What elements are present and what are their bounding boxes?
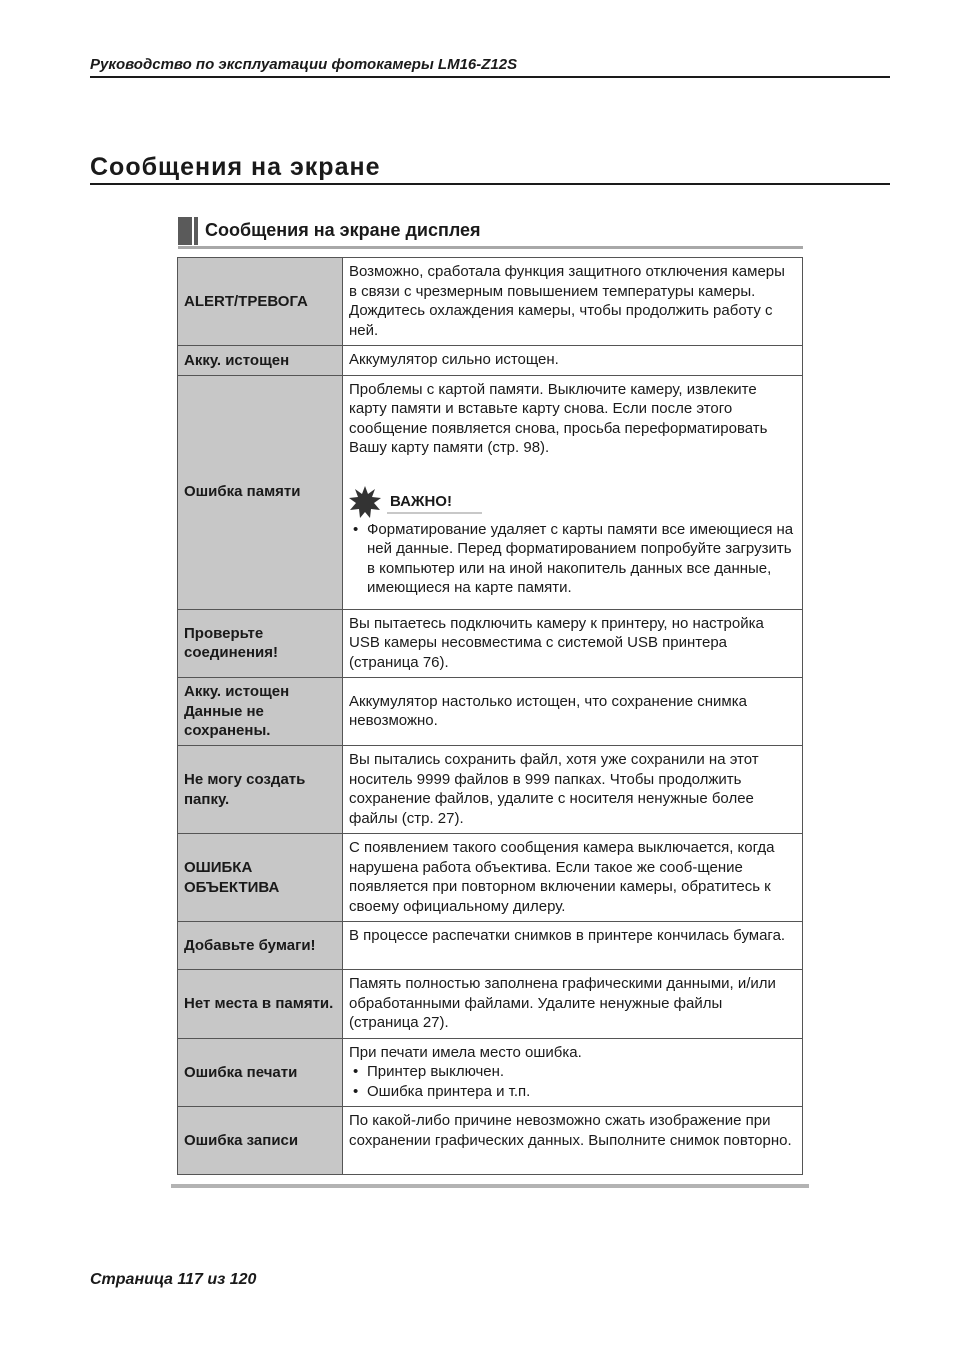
table-row <box>178 1038 803 1107</box>
message-key: Не могу создать папку. <box>178 746 343 834</box>
table-row <box>178 834 803 922</box>
important-list <box>349 520 796 598</box>
message-description: Аккумулятор настолько истощен, что сохранение снимка невозможно. <box>343 678 803 746</box>
page-title: Сообщения на экране <box>90 153 890 185</box>
message-description: Вы пытались сохранить файл, хотя уже сохранили на этот носитель 9999 файлов в 999 папках. Чтобы продолжить сохранение файлов, удалите с носителя ненужные более файлы (стр. 27). <box>343 746 803 834</box>
message-key: Добавьте бумаги! <box>178 922 343 970</box>
section-bar-icon <box>178 217 198 245</box>
important-note <box>349 486 796 520</box>
message-key: Нет места в памяти. <box>178 970 343 1039</box>
message-description-cell <box>343 1038 803 1107</box>
message-description: В процессе распечатки снимков в принтере кончилась бумага. <box>343 922 803 970</box>
page-number: Страница 117 из 120 <box>90 1271 257 1288</box>
section-title: Сообщения на экране дисплея <box>205 220 481 240</box>
table-row <box>178 609 803 678</box>
message-description: Проблемы с картой памяти. Выключите камеру, извлеките карту памяти и вставьте карту снова. Если после этого сообщение появляется снова, просьба переформатировать Вашу карту памяти (стр. 98). <box>349 380 768 456</box>
bottom-divider <box>171 1184 809 1188</box>
table-row <box>178 970 803 1039</box>
important-label: ВАЖНО! <box>390 492 452 510</box>
message-description: Память полностью заполнена графическими данными, и/или обработанными файлами. Удалите ненужные файлы (страница 27). <box>343 970 803 1039</box>
message-key: Акку. истощен <box>178 346 343 376</box>
message-key: Ошибка памяти <box>178 375 343 609</box>
table-row <box>178 258 803 346</box>
running-header: Руководство по эксплуатации фотокамеры LM16-Z12S <box>90 56 890 78</box>
list-item: • Ошибка принтера и т.п. <box>349 1082 796 1102</box>
message-description: Вы пытаетесь подключить камеру к принтеру, но настройка USB камеры несовместима с системой USB принтера (страница 76). <box>343 609 803 678</box>
message-description: Возможно, сработала функция защитного отключения камеры в связи с чрезмерным повышением температуры камеры. Дождитесь охлаждения камеры, чтобы продолжить работу с ней. <box>343 258 803 346</box>
table-row <box>178 375 803 609</box>
message-key: Ошибка печати <box>178 1038 343 1107</box>
message-key: Акку. истощен Данные не сохранены. <box>178 678 343 746</box>
table-row <box>178 922 803 970</box>
messages-table <box>177 257 803 1175</box>
message-key: ОШИБКА ОБЪЕКТИВА <box>178 834 343 922</box>
section-heading <box>178 216 803 249</box>
message-key: Проверьте соединения! <box>178 609 343 678</box>
message-description-cell <box>343 375 803 609</box>
error-cause-list <box>349 1062 796 1101</box>
table-row <box>178 678 803 746</box>
message-key: Ошибка записи <box>178 1107 343 1175</box>
message-description: При печати имела место ошибка. <box>349 1043 582 1061</box>
list-item: • Принтер выключен. <box>349 1062 796 1082</box>
table-row <box>178 346 803 376</box>
message-description: По какой-либо причине невозможно сжать изображение при сохранении графических данных. Выполните снимок повторно. <box>343 1107 803 1175</box>
message-description: С появлением такого сообщения камера выключается, когда нарушена работа объектива. Если такое же сооб-щение появляется при повторном включении камеры, обратитесь к своему официальному дилеру. <box>343 834 803 922</box>
message-description: Аккумулятор сильно истощен. <box>343 346 803 376</box>
important-underline <box>387 512 482 514</box>
list-item: • Форматирование удаляет с карты памяти все имеющиеся на ней данные. Перед форматированием попробуйте загрузить в компьютер или на иной накопитель данных все данные, имеющиеся на карте памяти. <box>349 520 796 598</box>
table-row <box>178 746 803 834</box>
important-star-icon <box>349 486 381 518</box>
table-row <box>178 1107 803 1175</box>
message-key: ALERT/ТРЕВОГА <box>178 258 343 346</box>
